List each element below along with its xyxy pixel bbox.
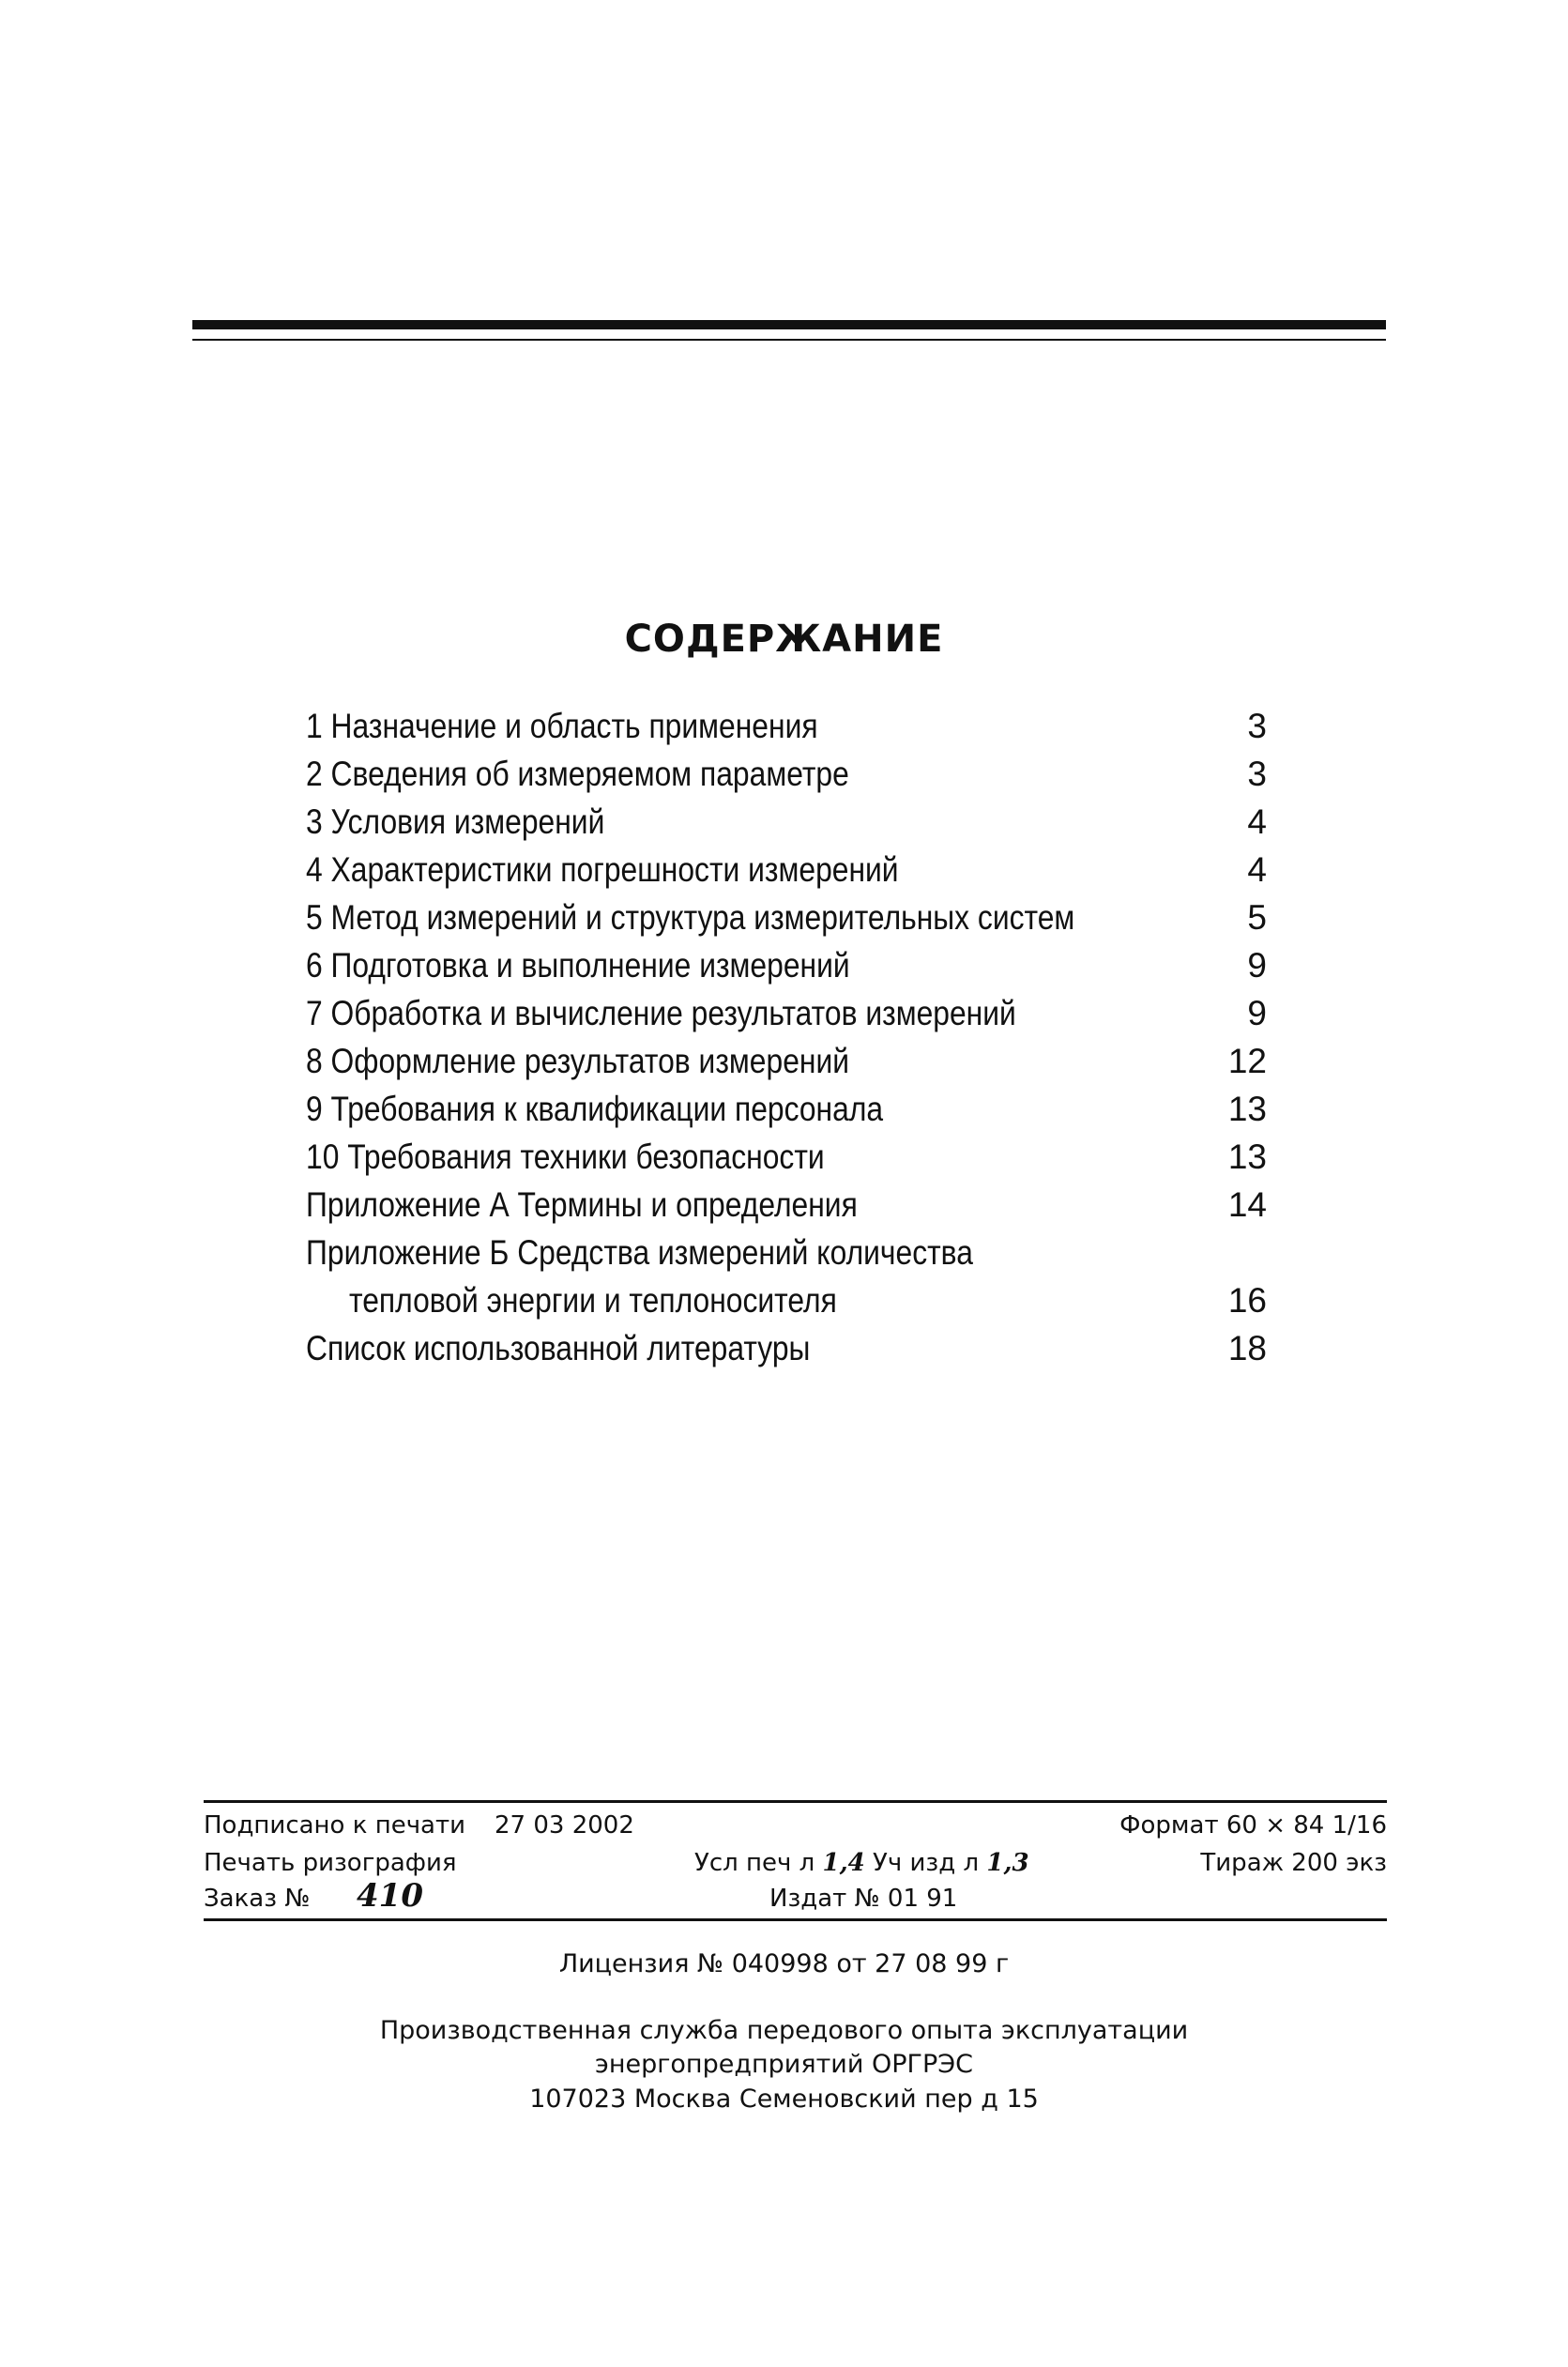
license-line: Лицензия № 040998 от 27 08 99 г — [558, 1949, 1010, 1978]
toc-item — [306, 941, 1267, 989]
toc-item — [306, 1133, 1267, 1181]
toc-item — [306, 1085, 1267, 1133]
toc-item-label: тепловой энергии и теплоносителя — [349, 1281, 837, 1320]
toc-item-page: 9 — [1247, 946, 1267, 985]
signed-date: 27 03 2002 — [495, 1811, 634, 1840]
toc-item-label: 6 Подготовка и выполнение измерений — [306, 946, 850, 985]
toc-item-label: 7 Обработка и вычисление результатов измерений — [306, 994, 1016, 1032]
address-line: 107023 Москва Семеновский пер д 15 — [529, 2084, 1039, 2114]
toc-item-page: 9 — [1247, 994, 1267, 1032]
imprint-rule-bottom — [204, 1918, 1387, 1921]
toc-item-page: 14 — [1227, 1185, 1267, 1224]
print-run: Тираж 200 экз — [1200, 1849, 1387, 1877]
toc-item — [306, 798, 1267, 846]
toc-item-page: 13 — [1227, 1090, 1267, 1128]
toc-item-page: 13 — [1227, 1138, 1267, 1176]
toc-item-label: 1 Назначение и область применения — [306, 707, 818, 745]
toc-item — [306, 1324, 1267, 1372]
org-line-1: Производственная служба передового опыта эксплуатации — [379, 2016, 1189, 2045]
toc-item-page: 5 — [1247, 898, 1267, 937]
toc-item — [306, 1229, 1267, 1276]
sheets-value: 1,4 — [822, 1849, 865, 1877]
toc-item-label: Список использованной литературы — [306, 1329, 811, 1367]
toc-item-label: 3 Условия измерений — [306, 802, 605, 841]
sheets-info — [694, 1849, 1029, 1877]
format-info: Формат 60 × 84 1/16 — [1119, 1811, 1387, 1840]
toc-item — [306, 702, 1267, 750]
pub-sheets-value: 1,3 — [986, 1849, 1029, 1877]
toc-item-label: 8 Оформление результатов измерений — [306, 1042, 850, 1080]
toc-item — [306, 750, 1267, 798]
toc-item-label: 4 Характеристики погрешности измерений — [306, 850, 899, 889]
toc-item — [306, 893, 1267, 941]
toc-item-label: Приложение Б Средства измерений количества — [306, 1233, 973, 1272]
toc-item-page: 4 — [1247, 850, 1267, 889]
order-number: 410 — [357, 1877, 423, 1915]
header-rule-thin — [192, 339, 1386, 341]
header-rule-thick — [192, 320, 1386, 329]
toc-title: СОДЕРЖАНИЕ — [624, 618, 944, 661]
toc-item — [306, 1181, 1267, 1229]
toc-item-label: 10 Требования техники безопасности — [306, 1138, 825, 1176]
toc-item-page: 3 — [1247, 707, 1267, 745]
org-line-2: энергопредприятий ОРГРЭС — [595, 2050, 973, 2079]
toc-item-label: 9 Требования к квалификации персонала — [306, 1090, 884, 1128]
toc-item-page: 18 — [1227, 1329, 1267, 1367]
toc-item-continuation — [306, 1276, 1267, 1324]
pub-sheets-label: Уч изд л — [873, 1849, 980, 1877]
table-of-contents — [306, 702, 1267, 1372]
toc-item — [306, 989, 1267, 1037]
toc-item — [306, 1037, 1267, 1085]
toc-item — [306, 846, 1267, 893]
toc-item-page: 3 — [1247, 755, 1267, 793]
toc-item-page: 12 — [1227, 1042, 1267, 1080]
imprint-rule-top — [204, 1800, 1387, 1803]
toc-item-label: 5 Метод измерений и структура измерительных систем — [306, 898, 1075, 937]
publication-number: Издат № 01 91 — [769, 1885, 958, 1913]
toc-item-page: 16 — [1227, 1281, 1267, 1320]
signed-label: Подписано к печати — [204, 1811, 466, 1840]
print-type: Печать ризография — [204, 1849, 457, 1877]
toc-item-label: 2 Сведения об измеряемом параметре — [306, 755, 849, 793]
sheets-label: Усл печ л — [694, 1849, 815, 1877]
toc-item-page: 4 — [1247, 802, 1267, 841]
toc-item-label: Приложение А Термины и определения — [306, 1185, 858, 1224]
order-label: Заказ № — [204, 1885, 311, 1913]
